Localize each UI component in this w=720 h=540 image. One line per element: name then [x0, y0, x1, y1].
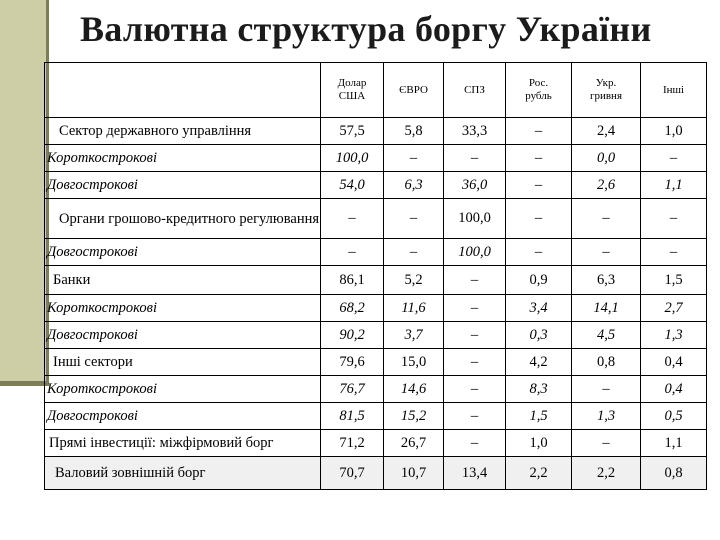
row-label: Банки [45, 266, 321, 295]
table-row [45, 322, 707, 349]
cell-value: – [384, 199, 444, 239]
cell-value: 71,2 [321, 430, 384, 457]
cell-value: 68,2 [321, 295, 384, 322]
cell-value: – [321, 199, 384, 239]
row-label: Прямі інвестиції: міжфірмовий борг [45, 430, 321, 457]
cell-value: 26,7 [384, 430, 444, 457]
table-row [45, 145, 707, 172]
row-label: Валовий зовнішній борг [45, 457, 321, 490]
cell-value: – [444, 322, 506, 349]
cell-value: 0,8 [641, 457, 707, 490]
cell-value: – [444, 349, 506, 376]
cell-value: 2,7 [641, 295, 707, 322]
cell-value: 14,6 [384, 376, 444, 403]
cell-value: – [506, 239, 572, 266]
cell-value: 15,0 [384, 349, 444, 376]
cell-value: 2,6 [572, 172, 641, 199]
row-label: Короткострокові [45, 145, 321, 172]
cell-value: 1,3 [572, 403, 641, 430]
cell-value: 81,5 [321, 403, 384, 430]
cell-value: 1,0 [641, 118, 707, 145]
cell-value: 0,0 [572, 145, 641, 172]
cell-value: 86,1 [321, 266, 384, 295]
cell-value: 4,2 [506, 349, 572, 376]
header-usd: Долар США [321, 63, 384, 118]
cell-value: 0,4 [641, 376, 707, 403]
cell-value: 14,1 [572, 295, 641, 322]
row-label: Довгострокові [45, 239, 321, 266]
table-row-total [45, 457, 707, 490]
cell-value: 2,2 [572, 457, 641, 490]
cell-value: 2,2 [506, 457, 572, 490]
cell-value: 10,7 [384, 457, 444, 490]
cell-value: – [444, 376, 506, 403]
cell-value: 6,3 [384, 172, 444, 199]
cell-value: 90,2 [321, 322, 384, 349]
cell-value: – [444, 403, 506, 430]
cell-value: – [641, 239, 707, 266]
decorative-side-bar [0, 0, 46, 381]
row-label: Сектор державного управління [45, 118, 321, 145]
currency-structure-table [44, 62, 707, 490]
cell-value: 0,4 [641, 349, 707, 376]
header-other: Інші [641, 63, 707, 118]
table-row [45, 295, 707, 322]
cell-value: 1,0 [506, 430, 572, 457]
cell-value: – [572, 430, 641, 457]
cell-value: 100,0 [321, 145, 384, 172]
cell-value: – [384, 239, 444, 266]
cell-value: 54,0 [321, 172, 384, 199]
header-uah: Укр. гривня [572, 63, 641, 118]
row-label: Короткострокові [45, 376, 321, 403]
table-row [45, 118, 707, 145]
cell-value: 70,7 [321, 457, 384, 490]
header-row [45, 63, 707, 118]
cell-value: 1,3 [641, 322, 707, 349]
table-row [45, 349, 707, 376]
cell-value: 33,3 [444, 118, 506, 145]
header-sdr: СПЗ [444, 63, 506, 118]
cell-value: 0,5 [641, 403, 707, 430]
table-row [45, 199, 707, 239]
table-row [45, 403, 707, 430]
cell-value: 15,2 [384, 403, 444, 430]
header-rub: Рос. рубль [506, 63, 572, 118]
cell-value: – [572, 376, 641, 403]
cell-value: – [641, 199, 707, 239]
row-label: Довгострокові [45, 172, 321, 199]
cell-value: 6,3 [572, 266, 641, 295]
cell-value: 8,3 [506, 376, 572, 403]
header-empty-cell [45, 63, 321, 118]
table-row [45, 172, 707, 199]
cell-value: – [444, 145, 506, 172]
cell-value: 76,7 [321, 376, 384, 403]
slide-title: Валютна структура боргу України [80, 9, 652, 49]
cell-value: – [506, 145, 572, 172]
cell-value: 57,5 [321, 118, 384, 145]
cell-value: 1,1 [641, 172, 707, 199]
cell-value: 79,6 [321, 349, 384, 376]
row-label: Інші сектори [45, 349, 321, 376]
row-label: Органи грошово-кредитного регулювання [45, 199, 321, 239]
cell-value: – [444, 266, 506, 295]
cell-value: – [506, 118, 572, 145]
cell-value: 13,4 [444, 457, 506, 490]
cell-value: – [506, 199, 572, 239]
cell-value: 3,4 [506, 295, 572, 322]
cell-value: 5,2 [384, 266, 444, 295]
cell-value: 2,4 [572, 118, 641, 145]
cell-value: 0,9 [506, 266, 572, 295]
cell-value: 5,8 [384, 118, 444, 145]
table-row [45, 266, 707, 295]
cell-value: – [572, 199, 641, 239]
cell-value: – [572, 239, 641, 266]
cell-value: 0,8 [572, 349, 641, 376]
row-label: Короткострокові [45, 295, 321, 322]
row-label: Довгострокові [45, 403, 321, 430]
cell-value: 1,5 [506, 403, 572, 430]
header-eur: ЄВРО [384, 63, 444, 118]
cell-value: 0,3 [506, 322, 572, 349]
table-row [45, 430, 707, 457]
cell-value: 4,5 [572, 322, 641, 349]
cell-value: 1,1 [641, 430, 707, 457]
cell-value: 100,0 [444, 239, 506, 266]
row-label: Довгострокові [45, 322, 321, 349]
table-row [45, 376, 707, 403]
cell-value: – [444, 295, 506, 322]
cell-value: 100,0 [444, 199, 506, 239]
table-row [45, 239, 707, 266]
cell-value: 1,5 [641, 266, 707, 295]
cell-value: – [641, 145, 707, 172]
cell-value: 11,6 [384, 295, 444, 322]
decorative-side-rule [0, 381, 48, 386]
cell-value: – [506, 172, 572, 199]
cell-value: 3,7 [384, 322, 444, 349]
cell-value: – [384, 145, 444, 172]
cell-value: 36,0 [444, 172, 506, 199]
cell-value: – [444, 430, 506, 457]
cell-value: – [321, 239, 384, 266]
